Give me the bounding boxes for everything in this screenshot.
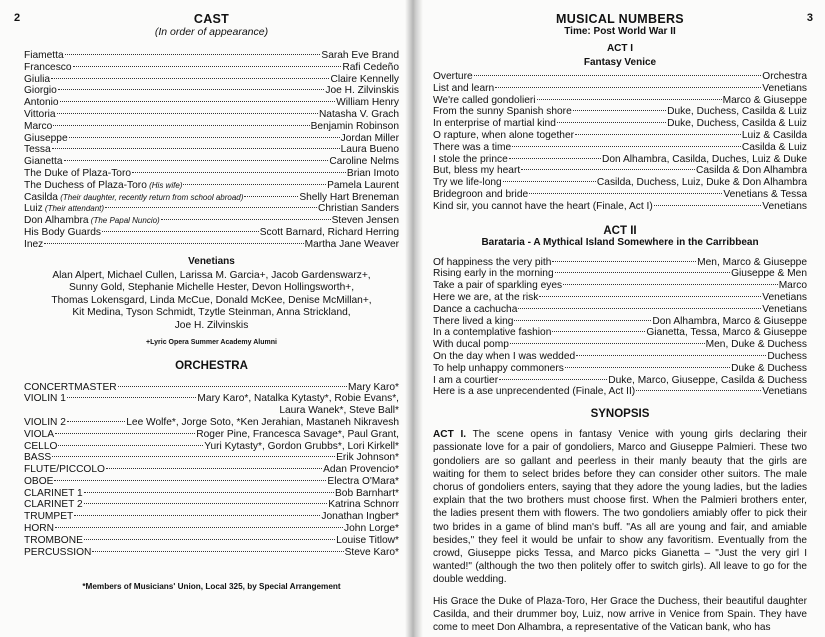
role-note: (His wife): [146, 180, 183, 190]
song-performers: Duchess: [767, 350, 807, 362]
number-row: [433, 268, 807, 280]
orchestra-row: [24, 393, 399, 405]
dot-leader: [73, 66, 342, 67]
dot-leader: [557, 122, 666, 123]
orchestra-row: [24, 441, 399, 453]
song-title: On the day when I was wedded: [433, 350, 576, 362]
dot-leader: [84, 539, 335, 540]
song-performers: Duke, Marco, Giuseppe, Casilda & Duchess: [608, 374, 807, 386]
cast-role: The Duke of Plaza-Toro: [24, 167, 132, 179]
dot-leader: [529, 193, 722, 194]
instrument-players: Mary Karo*: [348, 381, 399, 393]
cast-actor: Rafi Cedeño: [342, 61, 399, 73]
song-title: But, bless my heart: [433, 165, 521, 177]
cast-list: [24, 50, 399, 251]
song-title: I am a courtier: [433, 374, 499, 386]
synopsis-paragraph-1: [433, 428, 807, 586]
song-performers: Venetians: [762, 303, 807, 315]
cast-row: [24, 97, 399, 109]
number-row: [433, 95, 807, 107]
song-performers: Luiz & Casilda: [741, 129, 807, 141]
number-row: [433, 142, 807, 154]
song-performers: Casilda & Don Alhambra: [696, 165, 807, 177]
cast-row: [24, 203, 399, 215]
dot-leader: [576, 355, 766, 356]
cast-actor: Scott Barnard, Richard Herring: [259, 226, 399, 238]
number-row: [433, 386, 807, 398]
song-title: Bridegroon and bride: [433, 188, 529, 200]
cast-role: Fiametta: [24, 50, 64, 61]
instrument-name: TROMBONE: [24, 534, 83, 546]
cast-role: Tessa: [24, 144, 51, 156]
cast-actor: Shelly Hart Breneman: [299, 191, 399, 203]
dot-leader: [74, 515, 320, 516]
cast-actor: Brian Imoto: [346, 167, 399, 179]
dot-leader: [495, 87, 761, 88]
dot-leader: [64, 160, 329, 161]
orchestra-row: [24, 429, 399, 441]
song-title: Dance a cachucha: [433, 303, 518, 315]
number-row: [433, 201, 807, 213]
number-row: [433, 130, 807, 142]
dot-leader: [92, 551, 343, 552]
dot-leader: [244, 196, 298, 197]
instrument-players: Roger Pine, Francesca Savage*, Paul Grant,: [196, 428, 399, 440]
dot-leader: [51, 78, 329, 79]
song-title: There lived a king: [433, 315, 514, 327]
cast-actor: Benjamin Robinson: [310, 120, 399, 132]
instrument-name: CLARINET 1: [24, 487, 83, 499]
instrument-players: Adan Provencio*: [323, 464, 399, 476]
act1-subheading: Fantasy Venice: [583, 57, 657, 68]
song-title: In enterprise of martial kind: [433, 118, 556, 130]
song-title: Try we life-long: [433, 177, 502, 189]
time-line: Time: Post World War II: [564, 26, 676, 37]
dot-leader: [102, 231, 259, 232]
cast-actor: Caroline Nelms: [329, 156, 399, 168]
number-row: [433, 189, 807, 201]
instrument-name: CLARINET 2: [24, 499, 83, 511]
orchestra-heading: ORCHESTRA: [175, 359, 248, 372]
dot-leader: [499, 379, 607, 380]
song-title: Take a pair of sparkling eyes: [433, 280, 563, 292]
venetians-line: Thomas Lokensgard, Linda McCue, Donald McKee, Denise McMillan+,: [51, 294, 372, 306]
dot-leader: [539, 296, 761, 297]
cast-title: CAST: [193, 12, 230, 26]
song-performers: Venetians: [762, 386, 807, 398]
cast-row: [24, 180, 399, 192]
song-title: I stole the prince: [433, 153, 508, 165]
orchestra-row: [24, 511, 399, 523]
instrument-name: HORN: [24, 523, 54, 535]
dot-leader: [106, 468, 322, 469]
dot-leader: [52, 456, 335, 457]
cast-row: [24, 168, 399, 180]
song-performers: Don Alhambra, Marco & Giuseppe: [652, 315, 807, 327]
instrument-name: VIOLA: [24, 428, 55, 440]
dot-leader: [118, 386, 347, 387]
role-note: (Their attendant): [42, 204, 105, 214]
role-note: (Their daughter, recently return from school abroad): [57, 192, 244, 202]
dot-leader: [52, 148, 340, 149]
venetians-heading: Venetians: [188, 255, 235, 267]
orchestra-row: [24, 547, 399, 559]
dot-leader: [474, 75, 762, 76]
song-title: Here we are, at the risk: [433, 291, 539, 303]
number-row: [433, 165, 807, 177]
cast-actor: Sarah Eve Brand: [321, 50, 399, 61]
song-title: Kind sir, you cannot have the heart (Finale, Act I): [433, 200, 653, 212]
song-performers: Giuseppe & Men: [731, 268, 807, 280]
number-row: [433, 339, 807, 351]
number-row: [433, 83, 807, 95]
number-row: [433, 327, 807, 339]
song-title: Rising early in the morning: [433, 268, 554, 280]
instrument-players: Louise Titlow*: [336, 534, 399, 546]
players-continuation: Laura Wanek*, Steve Ball*: [279, 405, 399, 417]
dot-leader: [636, 390, 761, 391]
dot-leader: [105, 207, 317, 208]
song-title: From the sunny Spanish shore: [433, 106, 572, 118]
act2-heading: ACT II: [603, 224, 637, 237]
song-title: List and learn: [433, 82, 495, 94]
cast-actor: Natasha V. Grach: [318, 108, 399, 120]
dot-leader: [555, 272, 731, 273]
cast-role: Marco: [24, 120, 53, 132]
cast-row: [24, 227, 399, 239]
number-row: [433, 257, 807, 269]
dot-leader: [563, 284, 778, 285]
cast-role: The Duchess of Plaza-Toro (His wife): [24, 179, 183, 191]
instrument-players: Mary Karo*, Natalka Kytasty*, Robie Evans*,: [197, 393, 399, 405]
instrument-players: Jonathan Ingber*: [321, 511, 399, 523]
cast-role: Gianetta: [24, 156, 63, 168]
dot-leader: [514, 320, 651, 321]
dot-leader: [55, 527, 343, 528]
venetians-line: Kit Medina, Tyson Schmidt, Tzytle Steinman, Anna Strickland,: [72, 307, 351, 319]
song-title: There was a time: [433, 141, 512, 153]
cast-row: [24, 74, 399, 86]
cast-subtitle: (In order of appearance): [154, 26, 269, 38]
song-performers: Casilda & Luiz: [741, 141, 807, 153]
dot-leader: [183, 184, 326, 185]
cast-row: [24, 109, 399, 121]
cast-role: Luiz (Their attendant): [24, 203, 105, 215]
cast-role: Francesco: [24, 61, 72, 73]
cast-role: Giulia: [24, 73, 51, 85]
instrument-players: John Lorge*: [344, 523, 399, 535]
page-number-left: 2: [14, 12, 21, 24]
instrument-players: Electra O'Mara*: [327, 475, 399, 487]
cast-row: [24, 62, 399, 74]
song-performers: Casilda, Duchess, Luiz, Duke & Don Alhambra: [596, 177, 807, 189]
song-performers: Venetians & Tessa: [723, 188, 807, 200]
dot-leader: [53, 125, 309, 126]
dot-leader: [84, 492, 334, 493]
instrument-name: TRUMPET: [24, 511, 74, 523]
orchestra-row: [24, 523, 399, 535]
dot-leader: [510, 343, 705, 344]
number-row: [433, 304, 807, 316]
instrument-name: VIOLIN 1: [24, 393, 66, 405]
cast-role: Inez: [24, 238, 44, 250]
dot-leader: [57, 113, 318, 114]
dot-leader: [132, 172, 346, 173]
number-row: [433, 177, 807, 189]
dot-leader: [67, 421, 125, 422]
act2-numbers-list: [433, 257, 807, 399]
song-performers: Men, Marco & Giuseppe: [697, 256, 807, 268]
cast-role: Antonio: [24, 97, 59, 109]
song-title: O rapture, when alone together: [433, 129, 575, 141]
number-row: [433, 280, 807, 292]
song-performers: Marco & Giuseppe: [722, 94, 807, 106]
cast-actor: Laura Bueno: [340, 144, 399, 156]
venetians-list: [24, 270, 399, 333]
instrument-players: Steve Karo*: [344, 546, 399, 558]
dot-leader: [65, 54, 321, 55]
dot-leader: [537, 99, 722, 100]
cast-role: Don Alhambra (The Papal Nuncio): [24, 215, 160, 227]
cast-row: [24, 121, 399, 133]
cast-actor: Pamela Laurent: [327, 179, 399, 191]
instrument-name: CONCERTMASTER: [24, 381, 117, 393]
dot-leader: [84, 503, 328, 504]
number-row: [433, 106, 807, 118]
union-note: *Members of Musicians' Union, Local 325, by Special Arrangement: [82, 582, 341, 592]
cast-row: [24, 144, 399, 156]
dot-leader: [552, 261, 696, 262]
musical-numbers-title: MUSICAL NUMBERS: [556, 12, 684, 26]
dot-leader: [54, 480, 326, 481]
instrument-name: VIOLIN 2: [24, 416, 66, 428]
cast-role: Giuseppe: [24, 132, 68, 144]
number-row: [433, 375, 807, 387]
cast-role: His Body Guards: [24, 226, 102, 238]
dot-leader: [565, 367, 730, 368]
song-title: In a contemplative fashion: [433, 327, 552, 339]
dot-leader: [518, 308, 761, 309]
number-row: [433, 71, 807, 83]
song-title: We're called gondolieri: [433, 94, 536, 106]
dot-leader: [575, 134, 741, 135]
cast-row: [24, 215, 399, 227]
instrument-name: FLUTE/PICCOLO: [24, 464, 105, 476]
cast-row: [24, 192, 399, 204]
venetians-line: Joe H. Zilvinskis: [174, 319, 249, 331]
orchestra-row: [24, 464, 399, 476]
right-page: [413, 0, 825, 637]
dot-leader: [60, 101, 336, 102]
cast-row: [24, 239, 399, 251]
song-performers: Marco: [778, 280, 807, 292]
dot-leader: [573, 110, 666, 111]
song-performers: Duke, Duchess, Casilda & Luiz: [667, 118, 807, 130]
cast-actor: Martha Jane Weaver: [304, 238, 399, 250]
orchestra-row: [24, 382, 399, 394]
song-title: With ducal pomp: [433, 339, 509, 351]
song-performers: Men, Duke & Duchess: [705, 339, 807, 351]
cast-actor: Christian Sanders: [318, 203, 399, 215]
song-title: To help unhappy commoners: [433, 362, 564, 374]
instrument-name: CELLO: [24, 440, 58, 452]
dot-leader: [512, 146, 741, 147]
instrument-players: Lee Wolfe*, Jorge Soto, *Ken Jerahian, Mastaneh Nikravesh: [126, 416, 399, 428]
cast-row: [24, 50, 399, 62]
synopsis-heading: SYNOPSIS: [590, 408, 650, 421]
act2-subheading: Barataria - A Mythical Island Somewhere in the Carribbean: [481, 236, 759, 248]
song-title: Of happiness the very pith: [433, 256, 552, 268]
instrument-players: Yuri Kytasty*, Gordon Grubbs*, Lori Kirkell*: [204, 440, 399, 452]
cast-role: Vittoria: [24, 108, 56, 120]
dot-leader: [521, 169, 695, 170]
song-performers: Duke & Duchess: [731, 362, 807, 374]
cast-row: [24, 156, 399, 168]
song-performers: Orchestra: [762, 71, 807, 82]
song-performers: Venetians: [762, 82, 807, 94]
dot-leader: [58, 89, 325, 90]
cast-actor: William Henry: [336, 97, 399, 109]
song-performers: Venetians: [762, 200, 807, 212]
dot-leader: [509, 158, 601, 159]
dot-leader: [503, 181, 596, 182]
song-title: Overture: [433, 71, 473, 82]
instrument-name: BASS: [24, 452, 52, 464]
book-gutter-shadow: [405, 0, 423, 637]
cast-actor: Claire Kennelly: [330, 73, 399, 85]
cast-row: [24, 133, 399, 145]
cast-role: Giorgio: [24, 85, 57, 97]
number-row: [433, 154, 807, 166]
dot-leader: [161, 219, 331, 220]
number-row: [433, 292, 807, 304]
act1-heading: ACT I: [606, 43, 634, 54]
orchestra-row: [24, 499, 399, 511]
dot-leader: [654, 205, 762, 206]
instrument-players: Bob Barnhart*: [335, 487, 399, 499]
synopsis-lead: ACT I.: [433, 429, 467, 441]
number-row: [433, 351, 807, 363]
cast-row: [24, 85, 399, 97]
cast-actor: Jordan Miller: [340, 132, 399, 144]
venetians-line: Alan Alpert, Michael Cullen, Larissa M. Garcia+, Jacob Gardenswarz+,: [52, 269, 371, 281]
number-row: [433, 316, 807, 328]
page-number-right: 3: [806, 12, 813, 24]
dot-leader: [552, 331, 645, 332]
cast-actor: Joe H. Zilvinskis: [325, 85, 399, 97]
number-row: [433, 118, 807, 130]
orchestra-list: [24, 382, 399, 559]
orchestra-row: [24, 535, 399, 547]
song-performers: Don Alhambra, Casilda, Duches, Luiz & Duke: [602, 153, 807, 165]
venetians-line: Sunny Gold, Stephanie Michelle Hester, Devon Hollingsworth+,: [68, 282, 355, 294]
dot-leader: [58, 445, 203, 446]
dot-leader: [69, 137, 340, 138]
song-performers: Gianetta, Tessa, Marco & Giuseppe: [646, 327, 807, 339]
orchestra-row: [24, 417, 399, 429]
orchestra-row: [24, 452, 399, 464]
dot-leader: [44, 243, 303, 244]
instrument-players: Katrina Schnorr: [328, 499, 399, 511]
instrument-name: OBOE: [24, 475, 54, 487]
instrument-players: Erik Johnson*: [336, 452, 399, 464]
cast-role: Casilda (Their daughter, recently return from school abroad): [24, 191, 244, 203]
act1-numbers-list: [433, 71, 807, 213]
song-performers: Duke, Duchess, Casilda & Luiz: [667, 106, 807, 118]
orchestra-row: [24, 488, 399, 500]
cast-actor: Steven Jensen: [331, 215, 399, 227]
orchestra-row: [24, 476, 399, 488]
role-note: (The Papal Nuncio): [88, 216, 160, 226]
number-row: [433, 363, 807, 375]
dot-leader: [67, 397, 197, 398]
synopsis-paragraph-2: His Grace the Duke of Plaza-Toro, Her Grace the Duchess, their beautiful daughter Casilda, and their drummer boy, Luiz, now arrive in Venice from Spain. They have come to meet Don Alhambra, a representative of the Vatican bank, who has: [433, 595, 807, 633]
instrument-name: PERCUSSION: [24, 546, 92, 558]
synopsis-p1-text: The scene opens in fantasy Venice with young girls declaring their passionate love for a pair of gondoliers, Marco and Giuseppe Palmieri. These two gondoliers are so gallant and peerless in their manly beauty that the girls are waiting for them to select brides before they can consider other suitors. The male chorus of gondoliers enters, saying that they adore the young ladies, but the ladies explain that the two brothers must choose first. When the Palmieri brothers enter, the ladies present them with flowers. The two gondoliers amiably offer to pick their two brides in a game of blind man's buff. "As all are young and fair, and amiable besides," they feel it would be unfair to show any favoritism. Eventually from the crowd, Giuseppe picks Tessa, and Marco picks Gianetta – "Just the very girl I wanted!" (although the two then politely offer to switch girls). All leave to go for the double wedding.: [433, 429, 807, 586]
song-performers: Venetians: [762, 291, 807, 303]
song-title: Here is a ase unprecendented (Finale, Act II): [433, 386, 636, 398]
dot-leader: [55, 433, 195, 434]
venetians-footnote: +Lyric Opera Summer Academy Alumni: [146, 338, 277, 346]
